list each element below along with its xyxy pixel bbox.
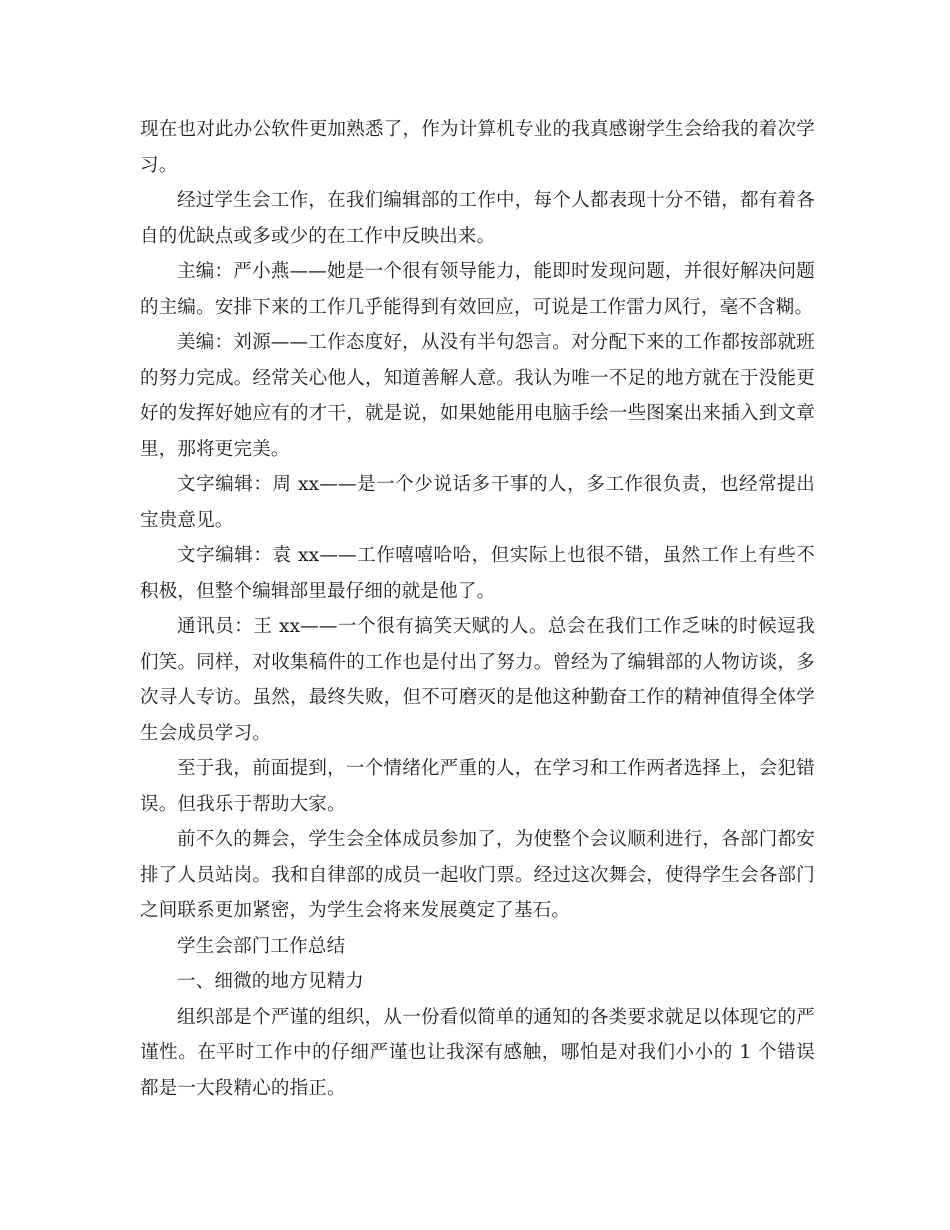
section-heading: 学生会部门工作总结 (177, 935, 346, 957)
paragraph-office-software: 现在也对此办公软件更加熟悉了，作为计算机专业的我真感谢学生会给我的着次学习。 (140, 119, 815, 176)
paragraph-art-editor: 美编：刘源——工作态度好，从没有半句怨言。对分配下来的工作都按部就班的努力完成。经常关心他人，知道善解人意。我认为唯一不足的地方就在于没能更好的发挥好她应有的才干，就是说，如果她能用电脑手绘一些图案出来插入到文章里，那将更完美。 (140, 332, 815, 460)
paragraph-self: 至于我，前面提到，一个情绪化严重的人，在学习和工作两者选择上，会犯错误。但我乐于帮助大家。 (140, 758, 815, 815)
paragraph-text-editor-zhou: 文字编辑：周 xx——是一个少说话多干事的人，多工作很负责，也经常提出宝贵意见。 (140, 474, 815, 531)
paragraph-chief-editor: 主编：严小燕——她是一个很有领导能力，能即时发现问题，并很好解决问题的主编。安排下来的工作几乎能得到有效回应，可说是工作雷力风行，毫不含糊。 (140, 261, 815, 318)
paragraph-dance: 前不久的舞会，学生会全体成员参加了，为使整个会议顺利进行，各部门都安排了人员站岗。我和自律部的成员一起收门票。经过这次舞会，使得学生会各部门之间联系更加紧密，为学生会将来发展奠定了基石。 (140, 829, 815, 921)
paragraph-text-editor-yuan: 文字编辑：袁 xx——工作嘻嘻哈哈，但实际上也很不错，虽然工作上有些不积极，但整个编辑部里最仔细的就是他了。 (140, 545, 815, 602)
document-page (140, 112, 815, 1106)
paragraph-organization-dept: 组织部是个严谨的组织，从一份看似简单的通知的各类要求就足以体现它的严谨性。在平时工作中的仔细严谨也让我深有感触，哪怕是对我们小小的 1 个错误都是一大段精心的指正。 (140, 1006, 815, 1099)
paragraph-editorial-work: 经过学生会工作，在我们编辑部的工作中，每个人都表现十分不错，都有着各自的优缺点或多或少的在工作中反映出来。 (140, 190, 815, 247)
subsection-heading: 一、细微的地方见精力 (177, 971, 365, 992)
paragraph-correspondent: 通讯员：王 xx——一个很有搞笑天赋的人。总会在我们工作乏味的时候逗我们笑。同样，对收集稿件的工作也是付出了努力。曾经为了编辑部的人物访谈，多次寻人专访。虽然，最终失败，但不可磨灭的是他这种勤奋工作的精神值得全体学生会成员学习。 (140, 616, 815, 744)
